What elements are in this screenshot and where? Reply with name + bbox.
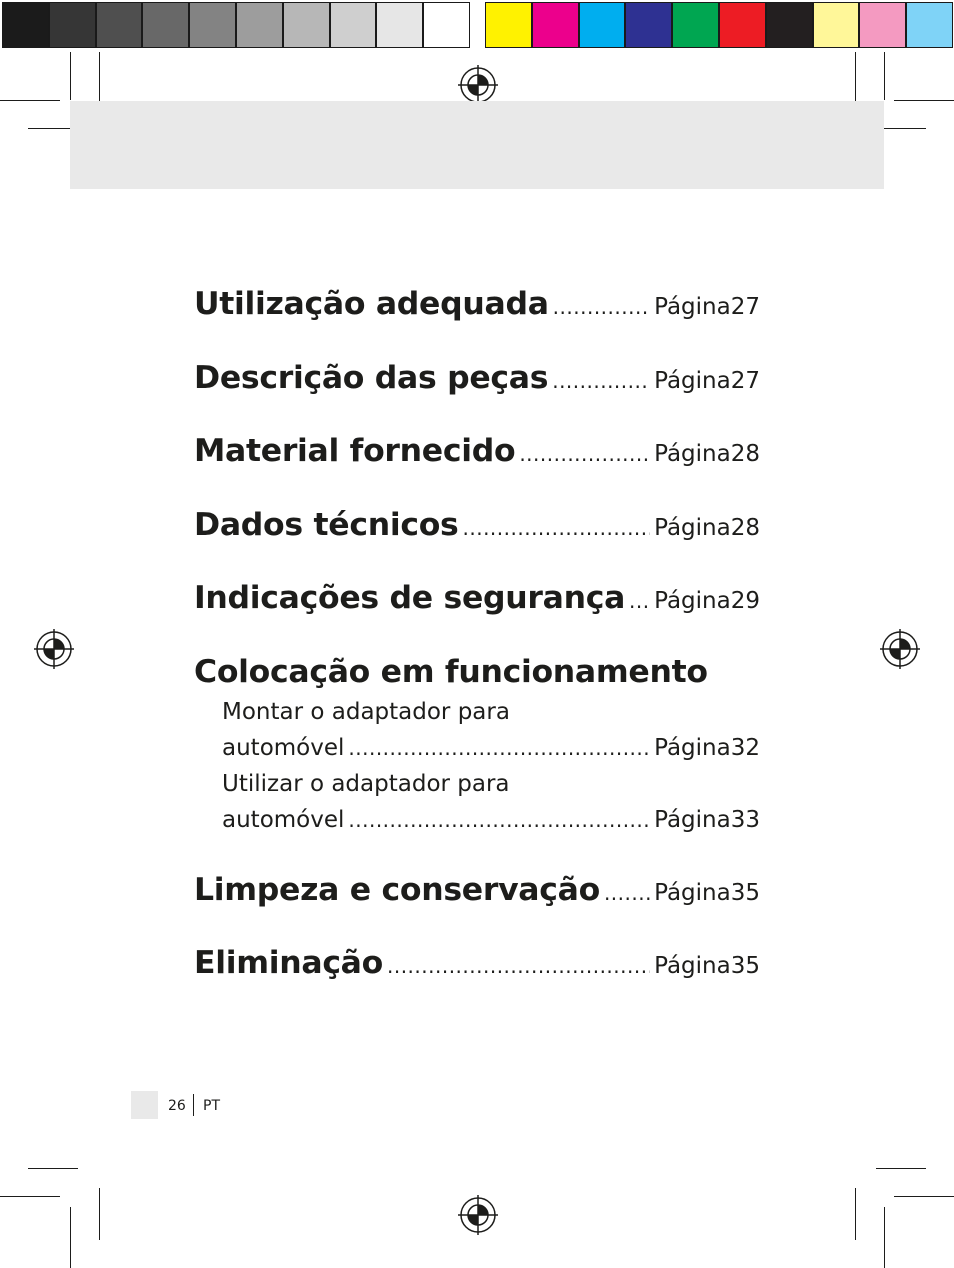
footer-tab [131,1091,158,1119]
registration-target-icon [880,629,920,669]
toc-page-label: Página [654,514,731,541]
toc-subentry-line1: Utilizar o adaptador para [222,770,510,797]
toc-entry-title: Dados técnicos [194,506,459,543]
grayscale-swatch [376,2,423,48]
toc-page-number: 28 [730,514,760,541]
toc-page-number: 32 [730,734,760,761]
toc-entry-title: Utilização adequada [194,286,549,322]
crop-mark [99,1188,100,1240]
table-of-contents [194,282,760,985]
toc-subentry[interactable] [194,694,760,766]
registration-target-icon [458,65,498,105]
toc-page-label: Página [654,294,731,320]
crop-mark [70,52,71,100]
grayscale-swatch [189,2,236,48]
language-code: PT [203,1098,220,1114]
registration-target-icon [458,1195,498,1235]
toc-page-number: 35 [730,953,760,979]
dot-leader [348,730,650,766]
crop-mark [884,1207,885,1268]
crop-mark [855,52,856,104]
crop-mark [894,1196,954,1197]
toc-page-number: 28 [730,441,760,467]
registration-target-icon [34,629,74,669]
dot-leader [463,516,651,540]
toc-subentry-line1: Montar o adaptador para [222,698,510,725]
page-number: 26 [168,1098,186,1114]
toc-entry-title: Material fornecido [194,433,516,469]
toc-page-number: 33 [730,806,760,833]
dot-leader [348,802,650,838]
crop-mark [876,1168,926,1169]
toc-entry-title: Indicações de segurança [194,580,626,616]
process-color-swatch [485,2,532,48]
process-color-swatch [719,2,766,48]
toc-subentry-line2: automóvel [222,734,345,761]
process-color-swatch [579,2,626,48]
toc-page-label: Página [654,953,731,979]
toc-entry-title: Descrição das peças [194,359,549,396]
toc-page-label: Página [654,441,731,467]
crop-mark [894,100,954,101]
toc-page-label: Página [654,879,731,906]
crop-mark [0,1196,60,1197]
dot-leader [387,954,650,978]
process-color-swatch [766,2,813,48]
crop-mark [884,52,885,100]
process-color-swatch [906,2,953,48]
dot-leader [552,369,650,393]
grayscale-swatch [236,2,283,48]
toc-page-number: 35 [730,879,760,906]
toc-entry[interactable] [194,868,760,912]
toc-entry[interactable] [194,941,760,985]
dot-leader [604,881,650,905]
toc-section [194,650,760,838]
grayscale-swatch [49,2,96,48]
dot-leader [553,295,650,319]
toc-page-number: 27 [730,294,760,320]
toc-page-label: Página [654,588,731,614]
toc-entry[interactable] [194,503,760,547]
toc-entry[interactable] [194,282,760,326]
toc-page-label: Página [654,806,731,833]
toc-entry[interactable] [194,356,760,400]
dot-leader [629,589,650,613]
grayscale-swatch [142,2,189,48]
toc-page-number: 27 [730,367,760,394]
grayscale-swatch [423,2,470,48]
grayscale-swatch [96,2,143,48]
process-color-swatch [813,2,860,48]
footer-divider [193,1094,194,1116]
toc-page-label: Página [654,734,731,761]
toc-page-label: Página [654,367,731,394]
toc-subentry[interactable] [194,766,760,838]
header-band [70,101,884,189]
crop-mark [855,1188,856,1240]
grayscale-swatch [283,2,330,48]
process-color-swatch [672,2,719,48]
toc-entry-title: Limpeza e conservação [194,871,600,908]
toc-entry[interactable] [194,429,760,473]
crop-mark [70,1207,71,1268]
dot-leader [519,442,650,466]
toc-page-number: 29 [730,588,760,614]
crop-mark [99,52,100,104]
toc-entry-title: Eliminação [194,945,383,981]
process-color-swatch [532,2,579,48]
crop-mark [0,100,60,101]
process-color-swatch [625,2,672,48]
grayscale-swatch [330,2,377,48]
crop-mark [28,1168,78,1169]
toc-subentry-line2: automóvel [222,806,345,833]
color-calibration-bar [0,2,954,48]
toc-entry[interactable] [194,576,760,620]
toc-section-title: Colocação em funcionamento [194,653,708,690]
process-color-swatch [859,2,906,48]
grayscale-swatch [2,2,49,48]
